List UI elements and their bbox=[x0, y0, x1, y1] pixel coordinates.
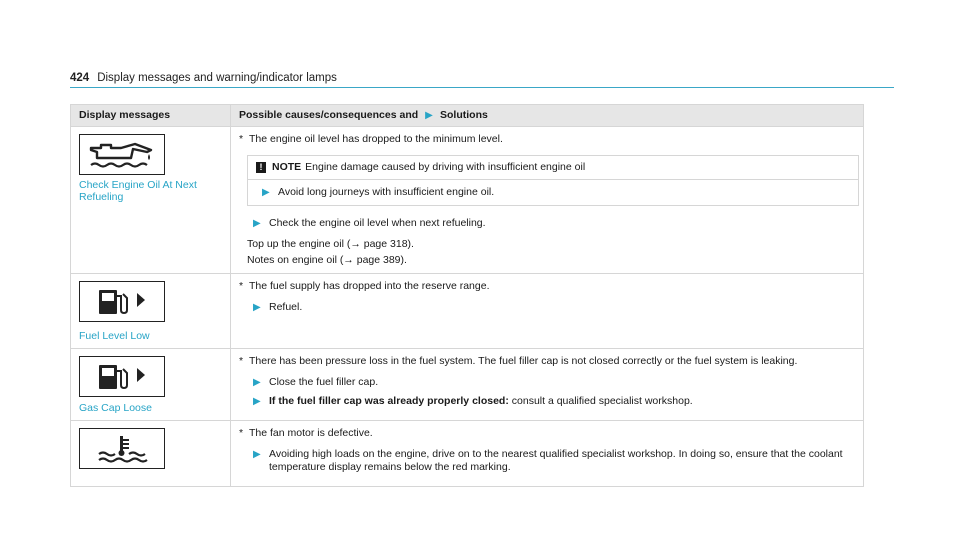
col-header-display-messages: Display messages bbox=[71, 105, 231, 127]
message-cell bbox=[71, 421, 231, 487]
cause-text bbox=[239, 355, 855, 368]
coolant-temperature-icon bbox=[79, 428, 165, 469]
solution-cell bbox=[231, 274, 864, 349]
note-label: NOTE bbox=[272, 161, 302, 173]
play-icon: ▶ bbox=[425, 110, 433, 121]
cause-label: There has been pressure loss in the fuel system. The fuel filler cap is not closed correctly or the fuel system is leaking. bbox=[249, 355, 798, 367]
asterisk: * bbox=[239, 133, 244, 145]
play-icon: ▶ bbox=[253, 377, 261, 388]
info-text: Notes on engine oil (→ page 389). bbox=[247, 254, 407, 266]
message-cell bbox=[71, 274, 231, 349]
message-cell bbox=[71, 127, 231, 274]
step-text: Avoiding high loads on the engine, drive on to the nearest qualified specialist workshop. In doing so, ensure that the coolant temperature display remains below the red marking. bbox=[269, 448, 843, 473]
note-step: Avoid long journeys with insufficient engine oil. bbox=[278, 186, 495, 198]
step-text: consult a qualified specialist workshop. bbox=[511, 395, 693, 407]
note-row bbox=[248, 156, 858, 180]
solution-cell bbox=[231, 349, 864, 421]
step-text: Close the fuel filler cap. bbox=[269, 376, 379, 388]
display-messages-table bbox=[70, 104, 864, 487]
solution-step bbox=[239, 217, 855, 230]
play-icon: ▶ bbox=[253, 396, 261, 407]
play-icon: ▶ bbox=[253, 449, 261, 460]
play-icon: ▶ bbox=[253, 302, 261, 313]
step-bold-text: If the fuel filler cap was already properly closed: bbox=[269, 395, 509, 407]
cause-label: The fan motor is defective. bbox=[249, 427, 373, 439]
asterisk: * bbox=[239, 280, 244, 292]
table-header-row bbox=[71, 105, 864, 127]
table-row bbox=[71, 349, 864, 421]
cause-text bbox=[239, 280, 855, 293]
step-text: Check the engine oil level when next refueling. bbox=[269, 217, 486, 229]
engine-oil-icon bbox=[79, 134, 165, 175]
info-text: Top up the engine oil (→ page 318). bbox=[247, 238, 414, 250]
step-text: Refuel. bbox=[269, 301, 303, 313]
fuel-pump-icon bbox=[79, 281, 165, 322]
col-header-suffix: Solutions bbox=[440, 109, 488, 121]
play-icon: ▶ bbox=[262, 187, 270, 198]
message-cell bbox=[71, 349, 231, 421]
cause-label: The engine oil level has dropped to the minimum level. bbox=[249, 133, 503, 145]
warning-icon: ! bbox=[256, 162, 266, 173]
page-header bbox=[70, 72, 894, 88]
table-row bbox=[71, 421, 864, 487]
solution-step bbox=[239, 448, 855, 474]
note-box bbox=[247, 155, 859, 206]
solution-step bbox=[239, 376, 855, 389]
asterisk: * bbox=[239, 427, 244, 439]
solution-step bbox=[239, 395, 855, 408]
page-title: Display messages and warning/indicator lamps bbox=[97, 72, 337, 84]
table-row bbox=[71, 127, 864, 274]
solution-cell bbox=[231, 127, 864, 274]
play-icon: ▶ bbox=[253, 218, 261, 229]
fuel-pump-icon bbox=[79, 356, 165, 397]
message-label: Fuel Level Low bbox=[79, 330, 150, 342]
solution-step bbox=[239, 301, 855, 314]
message-label: Check Engine Oil At Next Refueling bbox=[79, 179, 197, 203]
page-number: 424 bbox=[70, 72, 90, 84]
table-row bbox=[71, 274, 864, 349]
col-header-prefix: Possible causes/consequences and bbox=[239, 109, 419, 121]
col-header-solutions bbox=[231, 105, 864, 127]
cause-label: The fuel supply has dropped into the reserve range. bbox=[249, 280, 490, 292]
solution-cell bbox=[231, 421, 864, 487]
note-text: Engine damage caused by driving with insufficient engine oil bbox=[305, 161, 586, 173]
note-step-row bbox=[248, 180, 858, 205]
asterisk: * bbox=[239, 355, 244, 367]
message-label: Gas Cap Loose bbox=[79, 402, 152, 414]
cause-text bbox=[239, 133, 855, 146]
cause-text bbox=[239, 427, 855, 440]
